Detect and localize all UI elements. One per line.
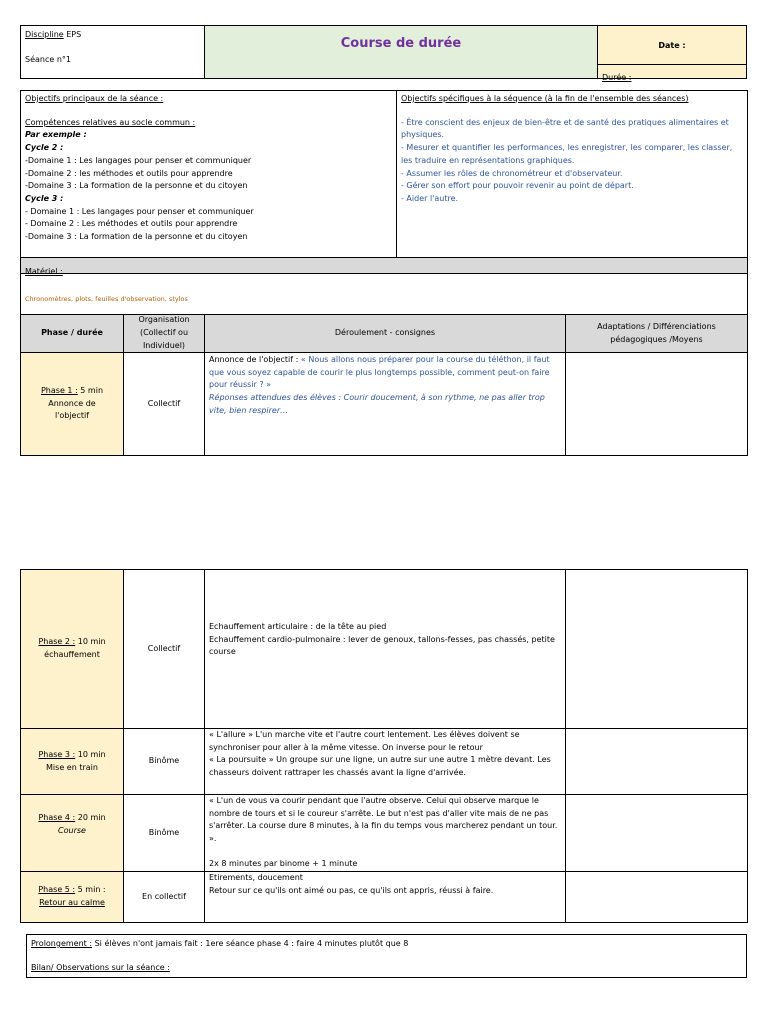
materiel-content bbox=[20, 273, 748, 315]
phase-label: Phase 4 : bbox=[38, 813, 76, 823]
phase-4-organisation bbox=[123, 794, 205, 872]
phase-duration: 5 min bbox=[80, 385, 104, 395]
col-header-phase bbox=[20, 314, 124, 353]
phase-4-title bbox=[38, 812, 105, 825]
materiel-header bbox=[20, 257, 748, 274]
materiel-label: Matériel : bbox=[25, 267, 63, 276]
phase-name: Mise en train bbox=[46, 762, 98, 772]
bilan-label: Bilan/ Observations sur la séance : bbox=[31, 962, 170, 972]
phase-name: échauffement bbox=[44, 650, 100, 659]
header-discipline-cell bbox=[20, 25, 205, 79]
phase-name: Annonce de l'objectif bbox=[48, 398, 96, 421]
phase-3-organisation bbox=[123, 728, 205, 795]
organisation-value: Binôme bbox=[148, 756, 180, 766]
prolongement-label: Prolongement : bbox=[31, 939, 93, 948]
content-answers: Réponses attendues des élèves : Courir doucement, à son rythme, ne pas aller trop vite, bien respirer… bbox=[209, 393, 545, 415]
phase-2-cell bbox=[20, 569, 124, 729]
phase-name: Course bbox=[58, 826, 86, 835]
col-header-deroulement bbox=[204, 314, 566, 353]
content-line: Echauffement articulaire : de la tête au pied bbox=[209, 622, 387, 631]
content-line: Retour sur ce qu'ils ont aimé ou pas, ce qu'ils ont appris, réussi à faire. bbox=[209, 885, 494, 895]
specific-objective-item: - Être conscient des enjeux de bien-être et de santé des pratiques alimentaires et physiques. bbox=[401, 117, 729, 140]
specific-objective-item: - Aider l'autre. bbox=[401, 193, 459, 203]
phase-4-cell bbox=[20, 794, 124, 872]
col-header-phase-label: Phase / durée bbox=[41, 328, 103, 338]
cycle2-item: -Domaine 2 : les méthodes et outils pour apprendre bbox=[25, 168, 233, 178]
objectives-specific-title: Objectifs spécifiques à la séquence (à la fin de l'ensemble des séances) bbox=[401, 94, 689, 103]
competences-title: Compétences relatives au socle commun : bbox=[25, 117, 196, 127]
phase-duration: 20 min bbox=[77, 813, 106, 823]
header-title-cell bbox=[204, 25, 598, 79]
phase-5-cell bbox=[20, 871, 124, 923]
phase-label: Phase 1 : bbox=[40, 385, 78, 395]
phase-name: Retour au calme bbox=[39, 898, 105, 907]
duree-label: Durée : bbox=[602, 73, 632, 82]
phase-3-adaptations bbox=[565, 728, 748, 795]
prolongement-line bbox=[31, 938, 742, 951]
phase-4-content bbox=[204, 794, 566, 872]
col-header-organisation-label: Organisation (Collectif ou Individuel) bbox=[138, 315, 190, 350]
content-line: 2x 8 minutes par binome + 1 minute bbox=[209, 858, 358, 868]
seance-number: Séance n°1 bbox=[25, 54, 71, 64]
content-line: « La poursuite » Un groupe sur une ligne, un autre sur une autre 1 mètre devant. Les chasseurs doivent rattraper les chassés avant la ligne d'arrivée. bbox=[209, 755, 551, 778]
objectives-main-title: Objectifs principaux de la séance : bbox=[25, 94, 164, 103]
cycle2-item: -Domaine 1 : Les langages pour penser et communiquer bbox=[25, 155, 252, 165]
phase-2-organisation bbox=[123, 569, 205, 729]
phase-5-content bbox=[204, 871, 566, 923]
phase-label: Phase 2 : bbox=[38, 637, 76, 647]
organisation-value: Binôme bbox=[148, 827, 180, 837]
phase-duration: 10 min bbox=[77, 637, 106, 647]
phase-4-adaptations bbox=[565, 794, 748, 872]
col-header-deroulement-label: Déroulement - consignes bbox=[334, 328, 436, 338]
footer-box bbox=[26, 934, 747, 978]
organisation-value: Collectif bbox=[147, 398, 181, 408]
objectives-main-cell bbox=[20, 90, 397, 258]
phase-label: Phase 5 : bbox=[38, 885, 76, 895]
col-header-organisation bbox=[123, 314, 205, 353]
phase-2-content bbox=[204, 569, 566, 729]
col-header-adaptations bbox=[565, 314, 748, 353]
content-line: Etirements, doucement bbox=[209, 873, 303, 882]
phase-5-title bbox=[38, 884, 105, 897]
cycle2-item: -Domaine 3 : La formation de la personne et du citoyen bbox=[25, 181, 248, 191]
content-line: « L'allure » L'un marche vite et l'autre court lentement. Les élèves doivent se synchroniser pour aller à la même vitesse. On inverse pour le retour bbox=[209, 730, 520, 752]
content-line: Echauffement cardio-pulmonaire : lever de genoux, tallons-fesses, pas chassés, petite course bbox=[209, 634, 555, 657]
organisation-value: Collectif bbox=[147, 643, 181, 653]
phase-duration: 10 min bbox=[77, 749, 106, 759]
phase-label: Phase 3 : bbox=[38, 749, 76, 759]
discipline-label: Discipline bbox=[25, 30, 64, 39]
phase-5-adaptations bbox=[565, 871, 748, 923]
prolongement-text: Si élèves n'ont jamais fait : 1ere séance phase 4 : faire 4 minutes plutôt que 8 bbox=[94, 939, 409, 948]
col-header-adaptations-label: Adaptations / Différenciations pédagogiques /Moyens bbox=[597, 321, 716, 344]
cycle3-label: Cycle 3 : bbox=[25, 193, 64, 203]
cycle3-item: - Domaine 1 : Les langages pour penser et communiquer bbox=[25, 206, 254, 216]
specific-objective-item: - Mesurer et quantifier les performances, les enregistrer, les comparer, les classer, les traduire en représentations graphiques. bbox=[401, 143, 733, 165]
objectives-specific-cell bbox=[396, 90, 748, 258]
content-line: « L'un de vous va courir pendant que l'autre observe. Celui qui observe marque le nombre de tours et si le coureur s'arrête. Le but n'est pas d'aller vite mais de ne pas s'arrêter. La course dure 8 minutes, à la fin du temps vous marcherez pendant un tour. ». bbox=[209, 796, 558, 844]
materiel-value: Chronomètres, plots, feuilles d'observation, stylos bbox=[25, 295, 188, 303]
header-date-cell bbox=[597, 25, 747, 65]
cycle2-label: Cycle 2 : bbox=[25, 143, 64, 153]
specific-objective-item: - Assumer les rôles de chronométreur et d'observateur. bbox=[401, 168, 623, 178]
phase-1-title bbox=[41, 385, 103, 398]
organisation-value: En collectif bbox=[142, 891, 186, 901]
header-duree-cell bbox=[597, 64, 747, 82]
phase-1-cell bbox=[20, 352, 124, 456]
phase-1-organisation bbox=[123, 352, 205, 456]
specific-objective-item: - Gérer son effort pour pouvoir revenir au point de départ. bbox=[401, 181, 634, 191]
example-label: Par exemple : bbox=[25, 130, 87, 140]
phase-3-title bbox=[38, 749, 105, 762]
phase-3-content bbox=[204, 728, 566, 795]
phase-2-adaptations bbox=[565, 569, 748, 729]
phase-3-cell bbox=[20, 728, 124, 795]
discipline-line bbox=[25, 29, 200, 42]
phase-5-organisation bbox=[123, 871, 205, 923]
phase-1-content bbox=[204, 352, 566, 456]
content-intro: Annonce de l'objectif : bbox=[209, 355, 301, 364]
date-label: Date : bbox=[658, 41, 686, 50]
cycle3-item: -Domaine 3 : La formation de la personne et du citoyen bbox=[25, 232, 248, 242]
phase-2-title bbox=[38, 636, 105, 649]
content-quote: « Nous allons nous préparer pour la course du téléthon, il faut que vous soyez capable de courir le plus longtemps possible, comment peut-on faire pour réussir ? » bbox=[209, 355, 550, 390]
cycle3-item: - Domaine 2 : Les méthodes et outils pour apprendre bbox=[25, 219, 238, 229]
page-title: Course de durée bbox=[340, 36, 462, 51]
phase-1-adaptations bbox=[565, 352, 748, 456]
discipline-value: EPS bbox=[66, 30, 82, 39]
phase-duration: 5 min : bbox=[77, 885, 106, 895]
